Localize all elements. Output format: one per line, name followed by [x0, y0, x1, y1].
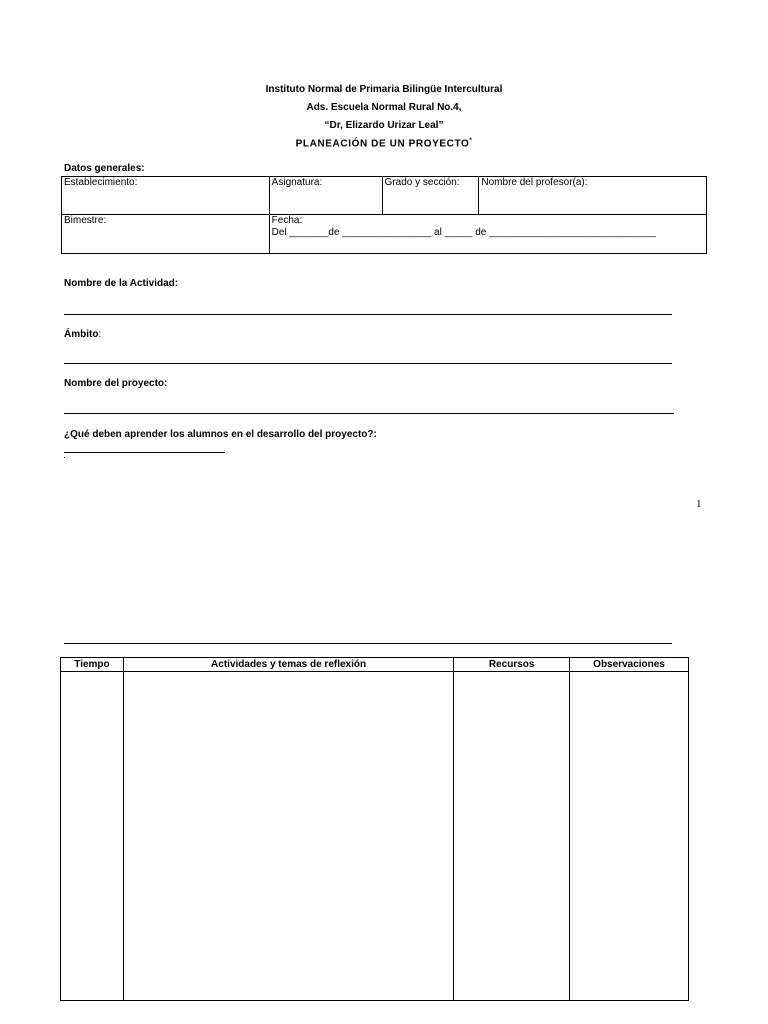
aprender-answer-line[interactable] — [64, 643, 672, 644]
document-title-text: PLANEACIÓN DE UN PROYECTO — [295, 138, 470, 150]
ambito-label-text: Ámbito — [64, 329, 99, 340]
profesor-label: Nombre del profesor(a): — [481, 177, 588, 188]
footnote-dot — [64, 457, 65, 458]
col-header-tiempo: Tiempo — [61, 658, 124, 672]
actividad-label: Nombre de la Actividad: — [64, 278, 179, 289]
establecimiento-label: Establecimiento: — [64, 177, 138, 188]
school-honoree: “Dr, Elizardo Urizar Leal” — [324, 120, 444, 131]
page-number: 1 — [696, 498, 702, 510]
grado-cell[interactable] — [382, 177, 479, 215]
fecha-range-line: Del _______de ________________ al _____ de ______________________________ — [271, 227, 656, 238]
institution-name: Instituto Normal de Primaria Bilingüe Intercultural — [265, 84, 503, 95]
col-header-actividades: Actividades y temas de reflexión — [123, 658, 453, 672]
asignatura-label: Asignatura: — [271, 177, 323, 188]
aprender-question: ¿Qué deben aprender los alumnos en el desarrollo del proyecto?: — [64, 429, 377, 440]
ambito-label — [64, 329, 101, 340]
school-annex: Ads. Escuela Normal Rural No.4, — [306, 102, 462, 113]
col-header-recursos: Recursos — [454, 658, 570, 672]
datos-generales-heading: Datos generales: — [64, 163, 145, 174]
profesor-cell[interactable] — [479, 177, 707, 215]
bimestre-cell[interactable] — [62, 215, 270, 254]
col-header-observaciones: Observaciones — [570, 658, 689, 672]
tiempo-cell[interactable] — [61, 672, 124, 1001]
actividades-cell[interactable] — [123, 672, 453, 1001]
footnote-separator — [64, 452, 225, 453]
proyecto-answer-line[interactable] — [64, 413, 674, 414]
bimestre-label: Bimestre: — [64, 215, 107, 226]
asignatura-cell[interactable] — [269, 177, 382, 215]
footnote-mark: * — [469, 138, 473, 144]
document-title — [0, 138, 768, 149]
fecha-cell[interactable] — [269, 215, 706, 254]
establecimiento-cell[interactable] — [62, 177, 270, 215]
fecha-label: Fecha: — [271, 215, 303, 226]
proyecto-label: Nombre del proyecto: — [64, 378, 168, 389]
planning-table — [60, 657, 689, 1001]
ambito-colon: : — [98, 329, 102, 340]
ambito-answer-line[interactable] — [64, 363, 672, 364]
actividad-answer-line[interactable] — [64, 314, 672, 315]
recursos-cell[interactable] — [454, 672, 570, 1001]
general-data-table — [61, 176, 707, 254]
observaciones-cell[interactable] — [570, 672, 689, 1001]
grado-label: Grado y sección: — [384, 177, 460, 188]
